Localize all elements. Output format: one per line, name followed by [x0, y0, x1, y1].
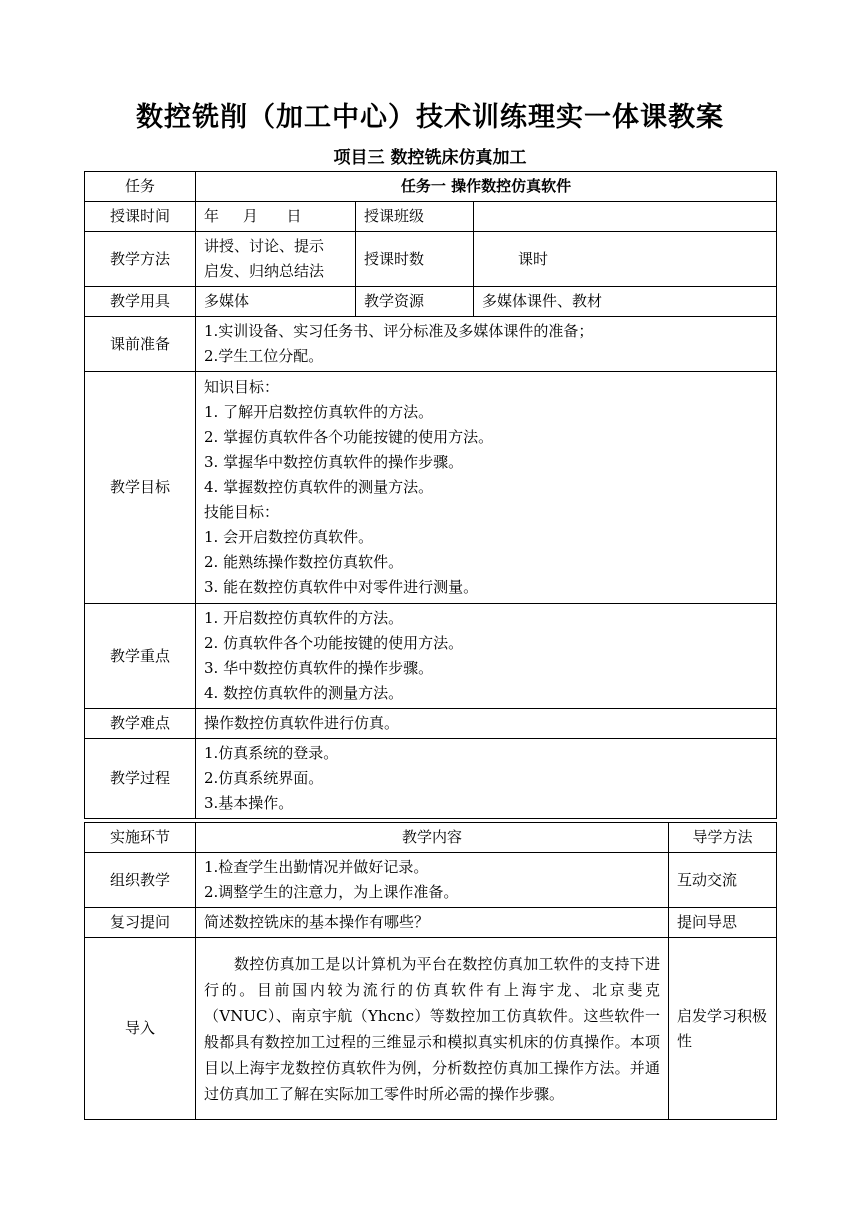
content-line: 2.调整学生的注意力，为上课作准备。 [204, 883, 459, 901]
content-cell [196, 908, 669, 938]
process-content [196, 739, 777, 819]
key-points-row [85, 604, 777, 709]
key-points-label: 教学重点 [85, 604, 196, 709]
impl-header-row [85, 823, 777, 853]
time-row [85, 202, 777, 232]
method-line: 启发、归纳总结法 [204, 262, 325, 280]
difficulty-label: 教学难点 [85, 709, 196, 739]
task-label: 任务 [85, 172, 196, 202]
method-cell: 启发学习积极性 [669, 938, 777, 1120]
goals-line: 技能目标： [204, 503, 280, 521]
goals-line: 3. 掌握华中数控仿真软件的操作步骤。 [204, 453, 464, 471]
method-value [196, 232, 356, 287]
prep-label: 课前准备 [85, 317, 196, 372]
hours-label: 授课时数 [356, 232, 474, 287]
content-line: 1.检查学生出勤情况并做好记录。 [204, 858, 429, 876]
key-point-line: 2. 仿真软件各个功能按键的使用方法。 [204, 634, 464, 652]
project-subtitle: 项目三 数控铣床仿真加工 [333, 148, 527, 168]
key-point-line: 1. 开启数控仿真软件的方法。 [204, 609, 404, 627]
process-label: 教学过程 [85, 739, 196, 819]
tools-value: 多媒体 [196, 287, 356, 317]
process-line: 3.基本操作。 [204, 794, 294, 812]
table-row [85, 853, 777, 908]
header-stage: 实施环节 [85, 823, 196, 853]
implementation-table [84, 822, 777, 1120]
table-row [85, 908, 777, 938]
key-points-content [196, 604, 777, 709]
goals-line: 1. 了解开启数控仿真软件的方法。 [204, 403, 434, 421]
goals-row [85, 372, 777, 604]
difficulty-value: 操作数控仿真软件进行仿真。 [196, 709, 777, 739]
task-row [85, 172, 777, 202]
method-row [85, 232, 777, 287]
goals-line: 3. 能在数控仿真软件中对零件进行测量。 [204, 578, 479, 596]
method-line: 讲授、讨论、提示 [204, 237, 325, 255]
tools-row [85, 287, 777, 317]
tools-label: 教学用具 [85, 287, 196, 317]
resources-label: 教学资源 [356, 287, 474, 317]
goals-line: 2. 能熟练操作数控仿真软件。 [204, 553, 404, 571]
stage-cell: 导入 [85, 938, 196, 1120]
method-cell: 互动交流 [669, 853, 777, 908]
hours-value: 课时 [474, 232, 777, 287]
key-point-line: 3. 华中数控仿真软件的操作步骤。 [204, 659, 434, 677]
task-value: 任务一 操作数控仿真软件 [196, 172, 777, 202]
method-label: 教学方法 [85, 232, 196, 287]
prep-row [85, 317, 777, 372]
goals-line: 知识目标： [204, 378, 280, 396]
header-content: 教学内容 [196, 823, 669, 853]
stage-cell: 组织教学 [85, 853, 196, 908]
method-cell: 提问导思 [669, 908, 777, 938]
stage-cell: 复习提问 [85, 908, 196, 938]
prep-content [196, 317, 777, 372]
time-label: 授课时间 [85, 202, 196, 232]
goals-content [196, 372, 777, 604]
time-value: 年 月 日 [196, 202, 356, 232]
content-cell [196, 853, 669, 908]
content-cell: 数控仿真加工是以计算机为平台在数控仿真加工软件的支持下进行的。目前国内较为流行的仿真软件有上海宇龙、北京斐克（VNUC）、南京宇航（Yhcnc）等数控加工仿真软件。这些软件一般都具有数控加工过程的三维显示和模拟真实机床的仿真操作。本项目以上海宇龙数控仿真软件为例，分析数控仿真加工操作方法。并通过仿真加工了解在实际加工零件时所必需的操作步骤。 [196, 938, 669, 1120]
key-point-line: 4. 数控仿真软件的测量方法。 [204, 684, 404, 702]
prep-line: 2.学生工位分配。 [204, 347, 324, 365]
resources-value: 多媒体课件、教材 [474, 287, 777, 317]
goals-line: 2. 掌握仿真软件各个功能按键的使用方法。 [204, 428, 494, 446]
header-method: 导学方法 [669, 823, 777, 853]
class-label: 授课班级 [356, 202, 474, 232]
process-line: 1.仿真系统的登录。 [204, 744, 339, 762]
document-title: 数控铣削（加工中心）技术训练理实一体课教案 [136, 102, 724, 133]
process-row [85, 739, 777, 819]
class-value [474, 202, 777, 232]
difficulty-row [85, 709, 777, 739]
process-line: 2.仿真系统界面。 [204, 769, 324, 787]
table-row [85, 938, 777, 1120]
goals-label: 教学目标 [85, 372, 196, 604]
prep-line: 1.实训设备、实习任务书、评分标准及多媒体课件的准备； [204, 322, 594, 340]
goals-line: 1. 会开启数控仿真软件。 [204, 528, 374, 546]
content-line: 简述数控铣床的基本操作有哪些？ [204, 913, 430, 931]
lesson-info-table [84, 171, 777, 819]
goals-line: 4. 掌握数控仿真软件的测量方法。 [204, 478, 434, 496]
